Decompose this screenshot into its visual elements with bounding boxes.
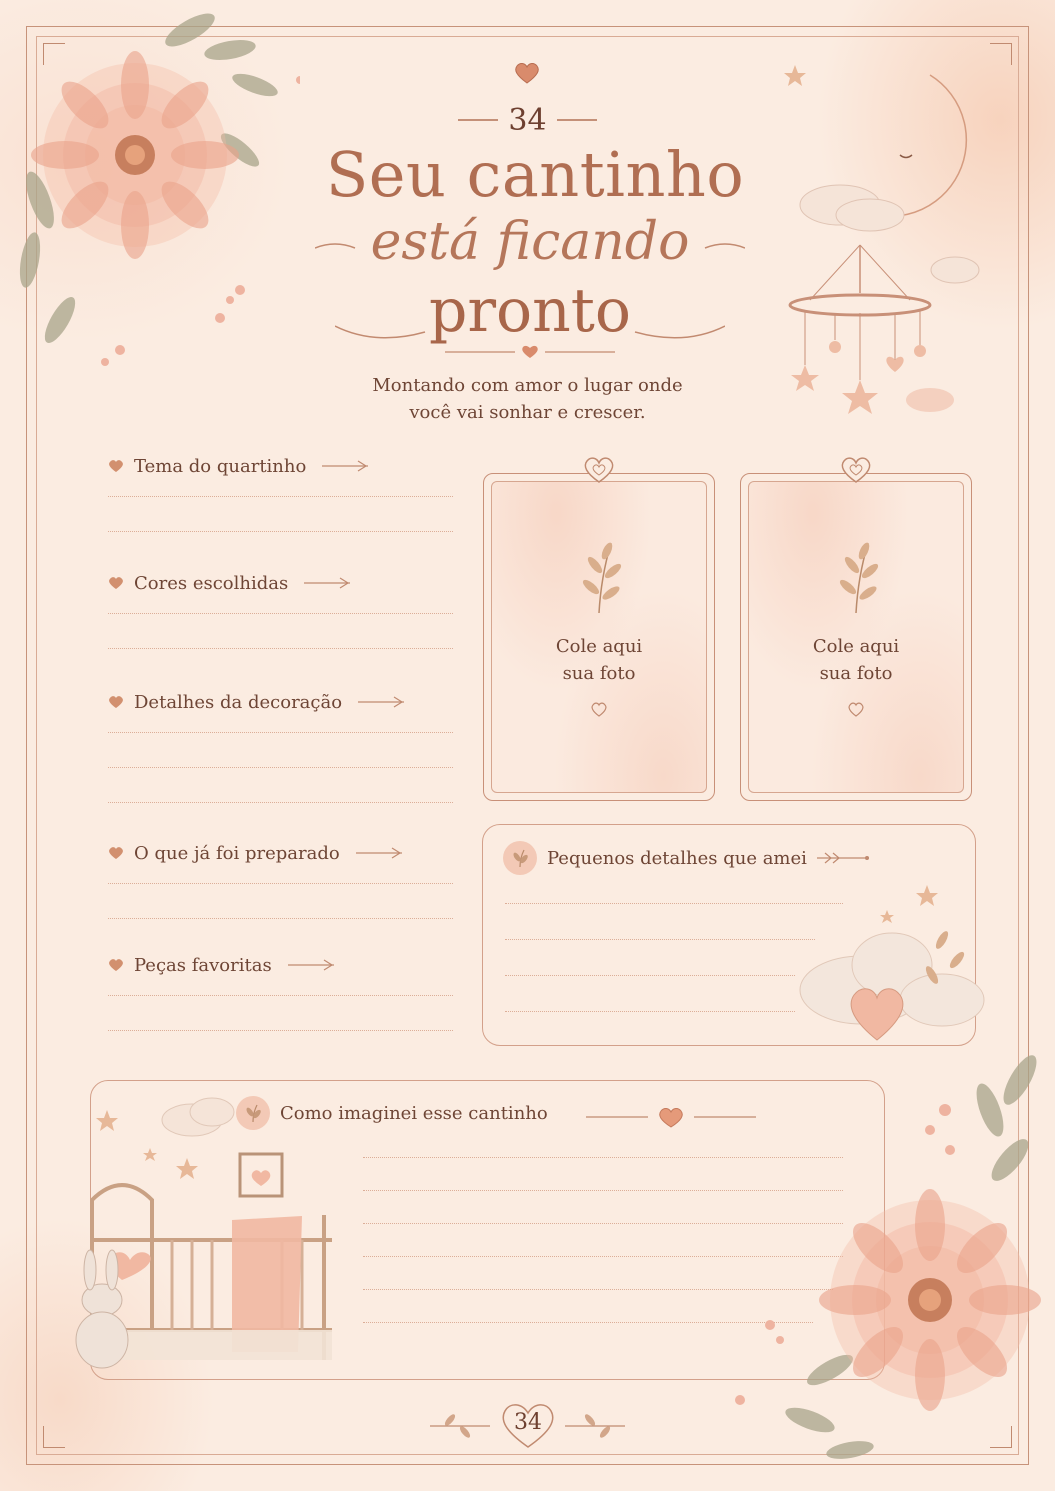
moon-mobile-decoration [780,55,1000,425]
arrow-icon [817,851,871,865]
heart-icon [108,695,124,709]
field-label-row [108,951,453,979]
heart-icon [590,701,608,717]
photo-frame-1[interactable] [483,455,715,801]
photo-frame-2[interactable] [740,455,972,801]
field-label: Peças favoritas [134,954,272,976]
writing-line[interactable] [108,648,453,649]
writing-line[interactable] [505,1011,795,1012]
subtitle-line-2: você vai sonhar e crescer. [409,402,646,423]
box-title: Como imaginei esse cantinho [280,1102,548,1124]
crib-icon [62,1090,352,1400]
photo-caption-line: Cole aqui [812,636,900,657]
writing-line[interactable] [505,939,815,940]
flourish-divider [335,318,725,360]
page-number-top [455,100,600,140]
subtitle-line-1: Montando com amor o lugar onde [372,375,683,396]
sprig-icon [828,537,884,615]
heart-icon [108,958,124,972]
arrow-icon [288,958,338,972]
writing-line[interactable] [108,732,453,733]
sprig-icon [503,841,537,875]
writing-line[interactable] [108,1030,453,1031]
heart-icon [108,846,124,860]
heart-icon [514,62,540,84]
box-title-row [503,841,871,875]
title-line-3: pronto [428,276,632,346]
box-title: Pequenos detalhes que amei [547,847,807,869]
page-number-bottom [499,1398,557,1450]
field-label: O que já foi preparado [134,842,340,864]
divider-line [458,119,498,121]
writing-line[interactable] [108,802,453,803]
field-label-row [108,688,453,716]
field-label: Cores escolhidas [134,572,289,594]
photo-caption-line: Cole aqui [555,636,643,657]
divider-line [557,119,597,121]
field-label: Detalhes da decoração [134,691,343,713]
photo-caption-line: sua foto [819,663,893,684]
title-line-2: está ficando [370,212,690,272]
photo-caption [740,633,972,687]
writing-line[interactable] [108,883,453,884]
page-number: 34 [508,102,547,138]
field-cores [108,569,453,649]
writing-line[interactable] [108,767,453,768]
heart-icon [581,455,617,485]
writing-line[interactable] [505,975,795,976]
heart-icon [838,455,874,485]
cloud-heart-decoration [792,880,992,1050]
heart-icon [108,459,124,473]
writing-line[interactable] [108,531,453,532]
heart-icon [847,701,865,717]
arrow-icon [356,846,406,860]
title-line-1: Seu cantinho [325,138,745,211]
photo-caption-line: sua foto [562,663,636,684]
arrow-icon [358,695,408,709]
field-label-row [108,569,453,597]
field-label-row [108,839,453,867]
field-preparado [108,839,453,919]
page-number: 34 [514,1410,542,1435]
subtitle [340,372,715,426]
field-pecas [108,951,453,1031]
flower-decoration-top-left [0,0,300,440]
flower-decoration-bottom-right [720,1040,1055,1491]
writing-line[interactable] [108,995,453,996]
writing-line[interactable] [108,613,453,614]
sprig-icon [571,537,627,615]
writing-line[interactable] [108,496,453,497]
writing-line[interactable] [108,918,453,919]
arrow-icon [322,459,372,473]
field-tema [108,452,453,532]
arrow-icon [304,576,354,590]
field-detalhes [108,688,453,803]
field-label-row [108,452,453,480]
field-label: Tema do quartinho [134,455,307,477]
photo-caption [483,633,715,687]
heart-icon [108,576,124,590]
